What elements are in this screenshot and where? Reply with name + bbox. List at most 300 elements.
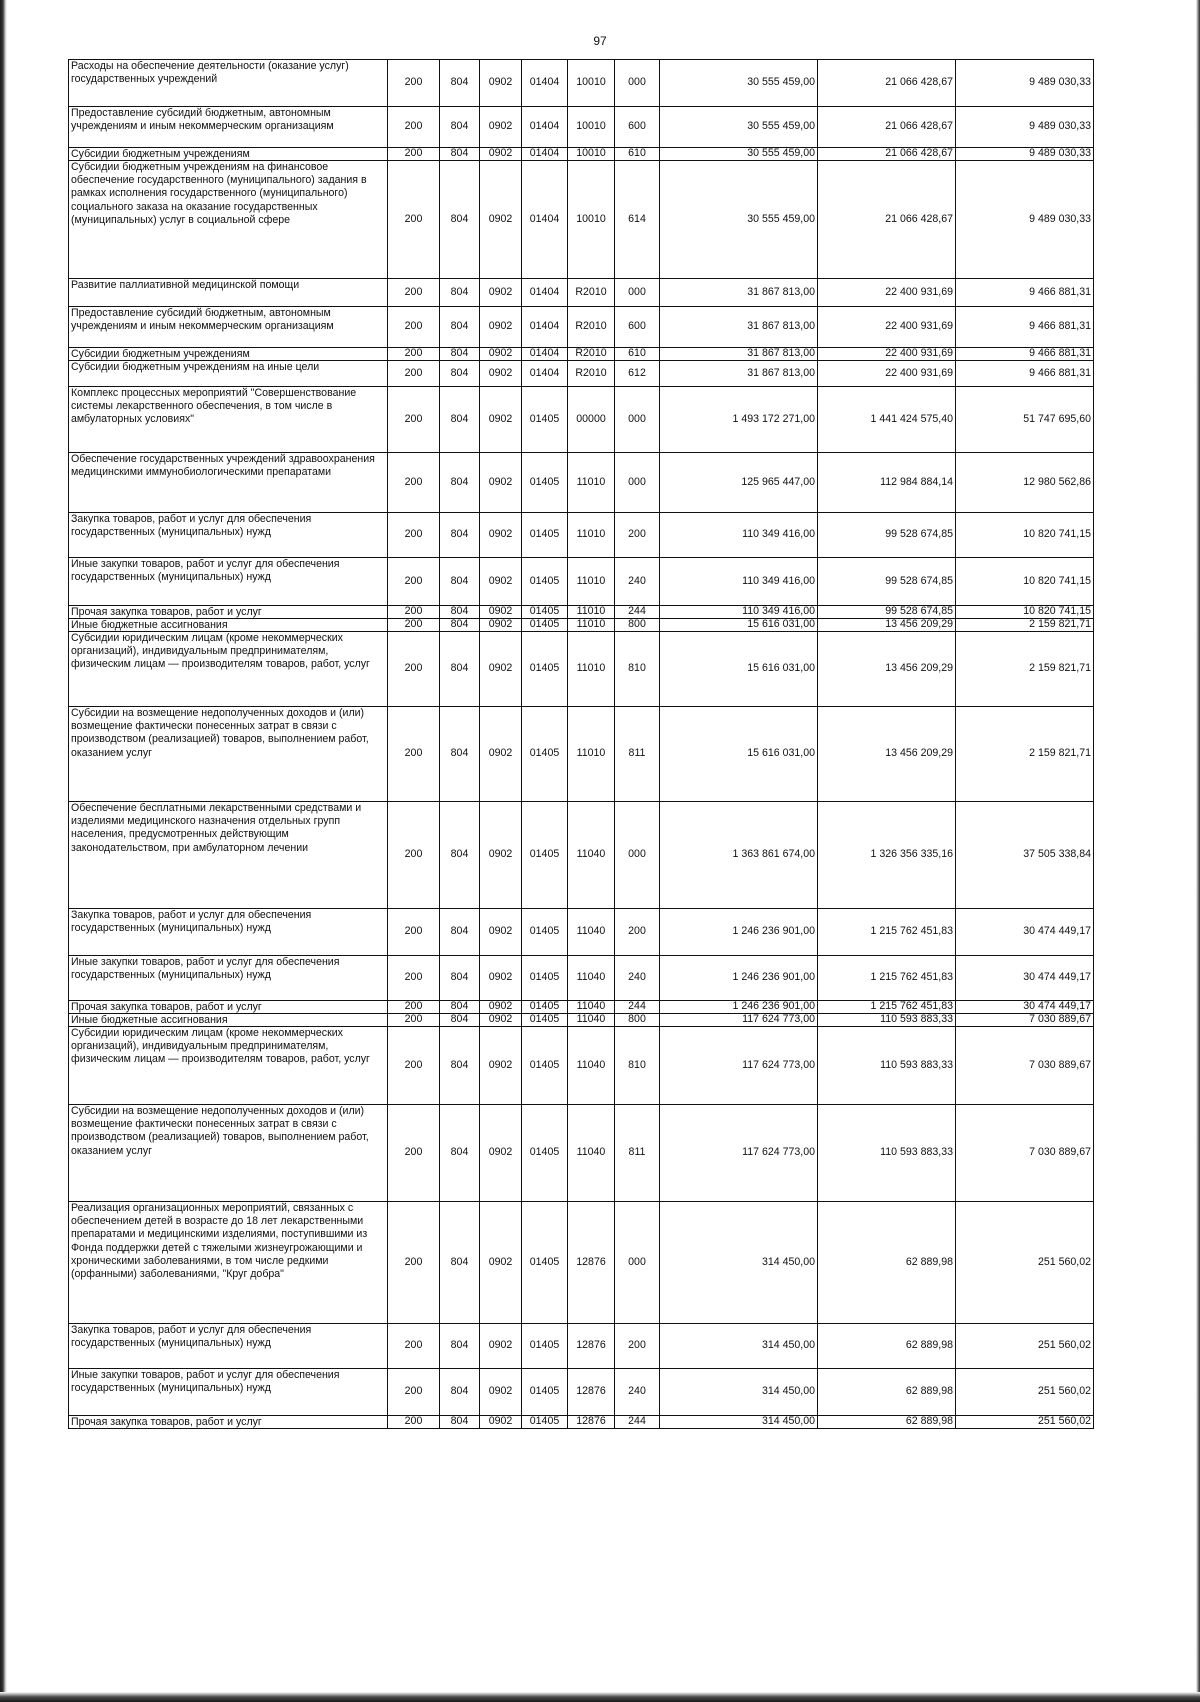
row-name: Субсидии на возмещение недополученных доходов и (или) возмещение фактически понесенных затрат в связи с производством (реализацией) товаров, выполнением работ, оказанием услуг xyxy=(69,707,388,802)
program-code: 01405 xyxy=(522,707,568,802)
program-code: 01404 xyxy=(522,107,568,148)
direction-code: 11010 xyxy=(568,513,615,558)
budget-table xyxy=(68,59,1094,1429)
ministry-code: 200 xyxy=(388,1202,440,1324)
table-row xyxy=(69,513,1094,558)
program-code: 01405 xyxy=(522,1027,568,1105)
plan-amount: 31 867 813,00 xyxy=(660,279,818,307)
executed-amount: 62 889,98 xyxy=(818,1324,956,1369)
program-code: 01405 xyxy=(522,1014,568,1027)
plan-amount: 15 616 031,00 xyxy=(660,632,818,707)
executed-amount: 99 528 674,85 xyxy=(818,606,956,619)
direction-code: 12876 xyxy=(568,1369,615,1416)
plan-amount: 1 246 236 901,00 xyxy=(660,1001,818,1014)
expense-type-code: 610 xyxy=(615,148,660,161)
expense-type-code: 000 xyxy=(615,60,660,107)
department-code: 804 xyxy=(440,60,480,107)
department-code: 804 xyxy=(440,453,480,513)
direction-code: 11010 xyxy=(568,707,615,802)
expense-type-code: 000 xyxy=(615,1202,660,1324)
executed-amount: 1 215 762 451,83 xyxy=(818,1001,956,1014)
plan-amount: 110 349 416,00 xyxy=(660,513,818,558)
executed-amount: 1 441 424 575,40 xyxy=(818,387,956,453)
department-code: 804 xyxy=(440,558,480,606)
table-row xyxy=(69,387,1094,453)
section-code: 0902 xyxy=(480,632,522,707)
executed-amount: 21 066 428,67 xyxy=(818,161,956,279)
expense-type-code: 600 xyxy=(615,107,660,148)
program-code: 01405 xyxy=(522,1416,568,1429)
remainder-amount: 251 560,02 xyxy=(956,1202,1094,1324)
executed-amount: 110 593 883,33 xyxy=(818,1014,956,1027)
executed-amount: 13 456 209,29 xyxy=(818,619,956,632)
plan-amount: 30 555 459,00 xyxy=(660,60,818,107)
expense-type-code: 200 xyxy=(615,513,660,558)
expense-type-code: 000 xyxy=(615,802,660,909)
table-row xyxy=(69,1027,1094,1105)
program-code: 01404 xyxy=(522,361,568,387)
remainder-amount: 7 030 889,67 xyxy=(956,1014,1094,1027)
section-code: 0902 xyxy=(480,956,522,1001)
row-name: Субсидии бюджетным учреждениям xyxy=(69,348,388,361)
plan-amount: 30 555 459,00 xyxy=(660,161,818,279)
row-name: Комплекс процессных мероприятий "Совершенствование системы лекарственного обеспечения, в том числе в амбулаторных условиях" xyxy=(69,387,388,453)
plan-amount: 30 555 459,00 xyxy=(660,107,818,148)
plan-amount: 110 349 416,00 xyxy=(660,558,818,606)
section-code: 0902 xyxy=(480,279,522,307)
executed-amount: 21 066 428,67 xyxy=(818,107,956,148)
direction-code: 10010 xyxy=(568,107,615,148)
remainder-amount: 9 489 030,33 xyxy=(956,107,1094,148)
table-row xyxy=(69,1324,1094,1369)
ministry-code: 200 xyxy=(388,387,440,453)
direction-code: 10010 xyxy=(568,148,615,161)
row-name: Прочая закупка товаров, работ и услуг xyxy=(69,1416,388,1429)
table-row xyxy=(69,632,1094,707)
department-code: 804 xyxy=(440,107,480,148)
remainder-amount: 251 560,02 xyxy=(956,1369,1094,1416)
executed-amount: 13 456 209,29 xyxy=(818,707,956,802)
program-code: 01405 xyxy=(522,387,568,453)
department-code: 804 xyxy=(440,307,480,348)
program-code: 01405 xyxy=(522,1202,568,1324)
table-row xyxy=(69,1105,1094,1202)
row-name: Субсидии бюджетным учреждениям xyxy=(69,148,388,161)
direction-code: 11010 xyxy=(568,632,615,707)
ministry-code: 200 xyxy=(388,148,440,161)
ministry-code: 200 xyxy=(388,513,440,558)
ministry-code: 200 xyxy=(388,307,440,348)
department-code: 804 xyxy=(440,1369,480,1416)
executed-amount: 21 066 428,67 xyxy=(818,60,956,107)
program-code: 01405 xyxy=(522,619,568,632)
plan-amount: 1 246 236 901,00 xyxy=(660,956,818,1001)
expense-type-code: 811 xyxy=(615,1105,660,1202)
expense-type-code: 000 xyxy=(615,279,660,307)
direction-code: 11040 xyxy=(568,1105,615,1202)
row-name: Предоставление субсидий бюджетным, автономным учреждениям и иным некоммерческим организациям xyxy=(69,307,388,348)
expense-type-code: 000 xyxy=(615,453,660,513)
department-code: 804 xyxy=(440,606,480,619)
table-row xyxy=(69,1369,1094,1416)
department-code: 804 xyxy=(440,1202,480,1324)
section-code: 0902 xyxy=(480,1027,522,1105)
program-code: 01405 xyxy=(522,1105,568,1202)
department-code: 804 xyxy=(440,348,480,361)
ministry-code: 200 xyxy=(388,1014,440,1027)
expense-type-code: 244 xyxy=(615,1416,660,1429)
expense-type-code: 200 xyxy=(615,909,660,956)
row-name: Иные закупки товаров, работ и услуг для обеспечения государственных (муниципальных) нужд xyxy=(69,1369,388,1416)
ministry-code: 200 xyxy=(388,107,440,148)
program-code: 01405 xyxy=(522,1369,568,1416)
expense-type-code: 000 xyxy=(615,387,660,453)
table-row xyxy=(69,606,1094,619)
plan-amount: 31 867 813,00 xyxy=(660,361,818,387)
table-row xyxy=(69,1001,1094,1014)
direction-code: 11040 xyxy=(568,1027,615,1105)
direction-code: 11010 xyxy=(568,453,615,513)
section-code: 0902 xyxy=(480,60,522,107)
remainder-amount: 2 159 821,71 xyxy=(956,707,1094,802)
direction-code: R2010 xyxy=(568,307,615,348)
remainder-amount: 7 030 889,67 xyxy=(956,1027,1094,1105)
plan-amount: 31 867 813,00 xyxy=(660,307,818,348)
direction-code: R2010 xyxy=(568,348,615,361)
program-code: 01405 xyxy=(522,956,568,1001)
plan-amount: 314 450,00 xyxy=(660,1202,818,1324)
ministry-code: 200 xyxy=(388,453,440,513)
ministry-code: 200 xyxy=(388,161,440,279)
department-code: 804 xyxy=(440,707,480,802)
plan-amount: 314 450,00 xyxy=(660,1416,818,1429)
department-code: 804 xyxy=(440,161,480,279)
department-code: 804 xyxy=(440,619,480,632)
expense-type-code: 200 xyxy=(615,1324,660,1369)
expense-type-code: 240 xyxy=(615,956,660,1001)
table-row xyxy=(69,361,1094,387)
row-name: Субсидии бюджетным учреждениям на иные цели xyxy=(69,361,388,387)
remainder-amount: 30 474 449,17 xyxy=(956,909,1094,956)
table-row xyxy=(69,1014,1094,1027)
table-row xyxy=(69,60,1094,107)
department-code: 804 xyxy=(440,387,480,453)
section-code: 0902 xyxy=(480,1001,522,1014)
row-name: Иные бюджетные ассигнования xyxy=(69,1014,388,1027)
direction-code: 00000 xyxy=(568,387,615,453)
program-code: 01405 xyxy=(522,632,568,707)
section-code: 0902 xyxy=(480,707,522,802)
direction-code: R2010 xyxy=(568,361,615,387)
section-code: 0902 xyxy=(480,148,522,161)
direction-code: 12876 xyxy=(568,1324,615,1369)
section-code: 0902 xyxy=(480,513,522,558)
program-code: 01405 xyxy=(522,606,568,619)
table-row xyxy=(69,453,1094,513)
plan-amount: 15 616 031,00 xyxy=(660,707,818,802)
direction-code: R2010 xyxy=(568,279,615,307)
section-code: 0902 xyxy=(480,558,522,606)
table-row xyxy=(69,1202,1094,1324)
executed-amount: 112 984 884,14 xyxy=(818,453,956,513)
program-code: 01404 xyxy=(522,60,568,107)
program-code: 01405 xyxy=(522,513,568,558)
section-code: 0902 xyxy=(480,361,522,387)
ministry-code: 200 xyxy=(388,632,440,707)
department-code: 804 xyxy=(440,361,480,387)
remainder-amount: 7 030 889,67 xyxy=(956,1105,1094,1202)
page-number: 97 xyxy=(593,34,607,48)
ministry-code: 200 xyxy=(388,1324,440,1369)
row-name: Обеспечение государственных учреждений здравоохранения медицинскими иммунобиологическими препаратами xyxy=(69,453,388,513)
expense-type-code: 244 xyxy=(615,1001,660,1014)
section-code: 0902 xyxy=(480,909,522,956)
plan-amount: 314 450,00 xyxy=(660,1324,818,1369)
direction-code: 11010 xyxy=(568,606,615,619)
plan-amount: 117 624 773,00 xyxy=(660,1014,818,1027)
remainder-amount: 2 159 821,71 xyxy=(956,619,1094,632)
direction-code: 11040 xyxy=(568,1001,615,1014)
scan-edge-bottom xyxy=(0,1692,1200,1702)
section-code: 0902 xyxy=(480,307,522,348)
row-name: Закупка товаров, работ и услуг для обеспечения государственных (муниципальных) нужд xyxy=(69,909,388,956)
section-code: 0902 xyxy=(480,453,522,513)
remainder-amount: 12 980 562,86 xyxy=(956,453,1094,513)
expense-type-code: 610 xyxy=(615,348,660,361)
section-code: 0902 xyxy=(480,619,522,632)
executed-amount: 110 593 883,33 xyxy=(818,1105,956,1202)
row-name: Закупка товаров, работ и услуг для обеспечения государственных (муниципальных) нужд xyxy=(69,1324,388,1369)
scan-edge-left xyxy=(0,0,7,1702)
budget-table-body xyxy=(69,60,1094,1429)
direction-code: 10010 xyxy=(568,60,615,107)
section-code: 0902 xyxy=(480,606,522,619)
direction-code: 11010 xyxy=(568,619,615,632)
ministry-code: 200 xyxy=(388,1369,440,1416)
executed-amount: 22 400 931,69 xyxy=(818,279,956,307)
department-code: 804 xyxy=(440,1014,480,1027)
row-name: Прочая закупка товаров, работ и услуг xyxy=(69,606,388,619)
executed-amount: 22 400 931,69 xyxy=(818,307,956,348)
direction-code: 11040 xyxy=(568,909,615,956)
row-name: Субсидии бюджетным учреждениям на финансовое обеспечение государственного (муниципального) задания в рамках исполнения государственного (муниципального) социального заказа на оказание государственных (муниципальных) услуг в социальной сфере xyxy=(69,161,388,279)
section-code: 0902 xyxy=(480,348,522,361)
expense-type-code: 240 xyxy=(615,558,660,606)
row-name: Субсидии юридическим лицам (кроме некоммерческих организаций), индивидуальным предпринимателям, физическим лицам — производителям товаров, работ, услуг xyxy=(69,632,388,707)
section-code: 0902 xyxy=(480,107,522,148)
remainder-amount: 30 474 449,17 xyxy=(956,956,1094,1001)
row-name: Иные закупки товаров, работ и услуг для обеспечения государственных (муниципальных) нужд xyxy=(69,558,388,606)
plan-amount: 117 624 773,00 xyxy=(660,1105,818,1202)
table-row xyxy=(69,148,1094,161)
department-code: 804 xyxy=(440,909,480,956)
plan-amount: 31 867 813,00 xyxy=(660,348,818,361)
remainder-amount: 10 820 741,15 xyxy=(956,606,1094,619)
executed-amount: 1 215 762 451,83 xyxy=(818,956,956,1001)
expense-type-code: 244 xyxy=(615,606,660,619)
executed-amount: 110 593 883,33 xyxy=(818,1027,956,1105)
program-code: 01404 xyxy=(522,348,568,361)
table-row xyxy=(69,348,1094,361)
department-code: 804 xyxy=(440,513,480,558)
direction-code: 11040 xyxy=(568,802,615,909)
program-code: 01405 xyxy=(522,558,568,606)
plan-amount: 110 349 416,00 xyxy=(660,606,818,619)
plan-amount: 1 493 172 271,00 xyxy=(660,387,818,453)
table-row xyxy=(69,619,1094,632)
section-code: 0902 xyxy=(480,1416,522,1429)
executed-amount: 1 215 762 451,83 xyxy=(818,909,956,956)
remainder-amount: 37 505 338,84 xyxy=(956,802,1094,909)
remainder-amount: 9 466 881,31 xyxy=(956,279,1094,307)
direction-code: 11010 xyxy=(568,558,615,606)
section-code: 0902 xyxy=(480,161,522,279)
plan-amount: 1 363 861 674,00 xyxy=(660,802,818,909)
ministry-code: 200 xyxy=(388,348,440,361)
section-code: 0902 xyxy=(480,802,522,909)
executed-amount: 62 889,98 xyxy=(818,1369,956,1416)
table-row xyxy=(69,279,1094,307)
ministry-code: 200 xyxy=(388,1027,440,1105)
remainder-amount: 251 560,02 xyxy=(956,1416,1094,1429)
program-code: 01405 xyxy=(522,1001,568,1014)
ministry-code: 200 xyxy=(388,606,440,619)
table-row xyxy=(69,707,1094,802)
expense-type-code: 240 xyxy=(615,1369,660,1416)
remainder-amount: 10 820 741,15 xyxy=(956,558,1094,606)
executed-amount: 22 400 931,69 xyxy=(818,361,956,387)
department-code: 804 xyxy=(440,279,480,307)
direction-code: 12876 xyxy=(568,1416,615,1429)
ministry-code: 200 xyxy=(388,60,440,107)
row-name: Иные бюджетные ассигнования xyxy=(69,619,388,632)
remainder-amount: 2 159 821,71 xyxy=(956,632,1094,707)
remainder-amount: 30 474 449,17 xyxy=(956,1001,1094,1014)
expense-type-code: 800 xyxy=(615,1014,660,1027)
scan-edge-right xyxy=(1196,0,1200,1702)
row-name: Прочая закупка товаров, работ и услуг xyxy=(69,1001,388,1014)
remainder-amount: 9 466 881,31 xyxy=(956,361,1094,387)
department-code: 804 xyxy=(440,1105,480,1202)
ministry-code: 200 xyxy=(388,1001,440,1014)
remainder-amount: 10 820 741,15 xyxy=(956,513,1094,558)
table-row xyxy=(69,956,1094,1001)
department-code: 804 xyxy=(440,956,480,1001)
program-code: 01405 xyxy=(522,909,568,956)
program-code: 01404 xyxy=(522,161,568,279)
direction-code: 10010 xyxy=(568,161,615,279)
executed-amount: 21 066 428,67 xyxy=(818,148,956,161)
remainder-amount: 9 466 881,31 xyxy=(956,307,1094,348)
expense-type-code: 810 xyxy=(615,1027,660,1105)
executed-amount: 99 528 674,85 xyxy=(818,513,956,558)
table-row xyxy=(69,909,1094,956)
table-row xyxy=(69,802,1094,909)
plan-amount: 314 450,00 xyxy=(660,1369,818,1416)
remainder-amount: 9 489 030,33 xyxy=(956,148,1094,161)
ministry-code: 200 xyxy=(388,909,440,956)
plan-amount: 15 616 031,00 xyxy=(660,619,818,632)
ministry-code: 200 xyxy=(388,802,440,909)
row-name: Иные закупки товаров, работ и услуг для обеспечения государственных (муниципальных) нужд xyxy=(69,956,388,1001)
program-code: 01404 xyxy=(522,148,568,161)
plan-amount: 1 246 236 901,00 xyxy=(660,909,818,956)
section-code: 0902 xyxy=(480,1105,522,1202)
table-row xyxy=(69,558,1094,606)
section-code: 0902 xyxy=(480,1202,522,1324)
executed-amount: 62 889,98 xyxy=(818,1202,956,1324)
section-code: 0902 xyxy=(480,1014,522,1027)
expense-type-code: 612 xyxy=(615,361,660,387)
ministry-code: 200 xyxy=(388,619,440,632)
ministry-code: 200 xyxy=(388,956,440,1001)
expense-type-code: 810 xyxy=(615,632,660,707)
remainder-amount: 251 560,02 xyxy=(956,1324,1094,1369)
department-code: 804 xyxy=(440,1001,480,1014)
department-code: 804 xyxy=(440,1324,480,1369)
department-code: 804 xyxy=(440,1416,480,1429)
ministry-code: 200 xyxy=(388,707,440,802)
ministry-code: 200 xyxy=(388,558,440,606)
section-code: 0902 xyxy=(480,1369,522,1416)
section-code: 0902 xyxy=(480,387,522,453)
direction-code: 12876 xyxy=(568,1202,615,1324)
remainder-amount: 9 489 030,33 xyxy=(956,161,1094,279)
expense-type-code: 600 xyxy=(615,307,660,348)
department-code: 804 xyxy=(440,148,480,161)
row-name: Реализация организационных мероприятий, связанных с обеспечением детей в возрасте до 18 лет лекарственными препаратами и медицинскими изделиями, поступившими из Фонда поддержки детей с тяжелыми жизнеугрожающими и хроническими заболеваниями, в том числе редкими (орфанными) заболеваниями, "Круг добра" xyxy=(69,1202,388,1324)
plan-amount: 125 965 447,00 xyxy=(660,453,818,513)
ministry-code: 200 xyxy=(388,361,440,387)
remainder-amount: 9 466 881,31 xyxy=(956,348,1094,361)
executed-amount: 1 326 356 335,16 xyxy=(818,802,956,909)
row-name: Расходы на обеспечение деятельности (оказание услуг) государственных учреждений xyxy=(69,60,388,107)
department-code: 804 xyxy=(440,802,480,909)
row-name: Обеспечение бесплатными лекарственными средствами и изделиями медицинского назначения отдельных групп населения, предусмотренных действующим законодательством, при амбулаторном лечении xyxy=(69,802,388,909)
department-code: 804 xyxy=(440,632,480,707)
section-code: 0902 xyxy=(480,1324,522,1369)
expense-type-code: 811 xyxy=(615,707,660,802)
direction-code: 11040 xyxy=(568,956,615,1001)
row-name: Развитие паллиативной медицинской помощи xyxy=(69,279,388,307)
program-code: 01405 xyxy=(522,802,568,909)
ministry-code: 200 xyxy=(388,1416,440,1429)
expense-type-code: 800 xyxy=(615,619,660,632)
row-name: Субсидии на возмещение недополученных доходов и (или) возмещение фактически понесенных затрат в связи с производством (реализацией) товаров, выполнением работ, оказанием услуг xyxy=(69,1105,388,1202)
row-name: Предоставление субсидий бюджетным, автономным учреждениям и иным некоммерческим организациям xyxy=(69,107,388,148)
plan-amount: 117 624 773,00 xyxy=(660,1027,818,1105)
row-name: Закупка товаров, работ и услуг для обеспечения государственных (муниципальных) нужд xyxy=(69,513,388,558)
program-code: 01404 xyxy=(522,279,568,307)
remainder-amount: 9 489 030,33 xyxy=(956,60,1094,107)
expense-type-code: 614 xyxy=(615,161,660,279)
executed-amount: 22 400 931,69 xyxy=(818,348,956,361)
direction-code: 11040 xyxy=(568,1014,615,1027)
department-code: 804 xyxy=(440,1027,480,1105)
executed-amount: 13 456 209,29 xyxy=(818,632,956,707)
plan-amount: 30 555 459,00 xyxy=(660,148,818,161)
remainder-amount: 51 747 695,60 xyxy=(956,387,1094,453)
table-row xyxy=(69,161,1094,279)
program-code: 01405 xyxy=(522,1324,568,1369)
table-row xyxy=(69,307,1094,348)
ministry-code: 200 xyxy=(388,1105,440,1202)
table-row xyxy=(69,1416,1094,1429)
row-name: Субсидии юридическим лицам (кроме некоммерческих организаций), индивидуальным предпринимателям, физическим лицам — производителям товаров, работ, услуг xyxy=(69,1027,388,1105)
table-row xyxy=(69,107,1094,148)
program-code: 01405 xyxy=(522,453,568,513)
ministry-code: 200 xyxy=(388,279,440,307)
